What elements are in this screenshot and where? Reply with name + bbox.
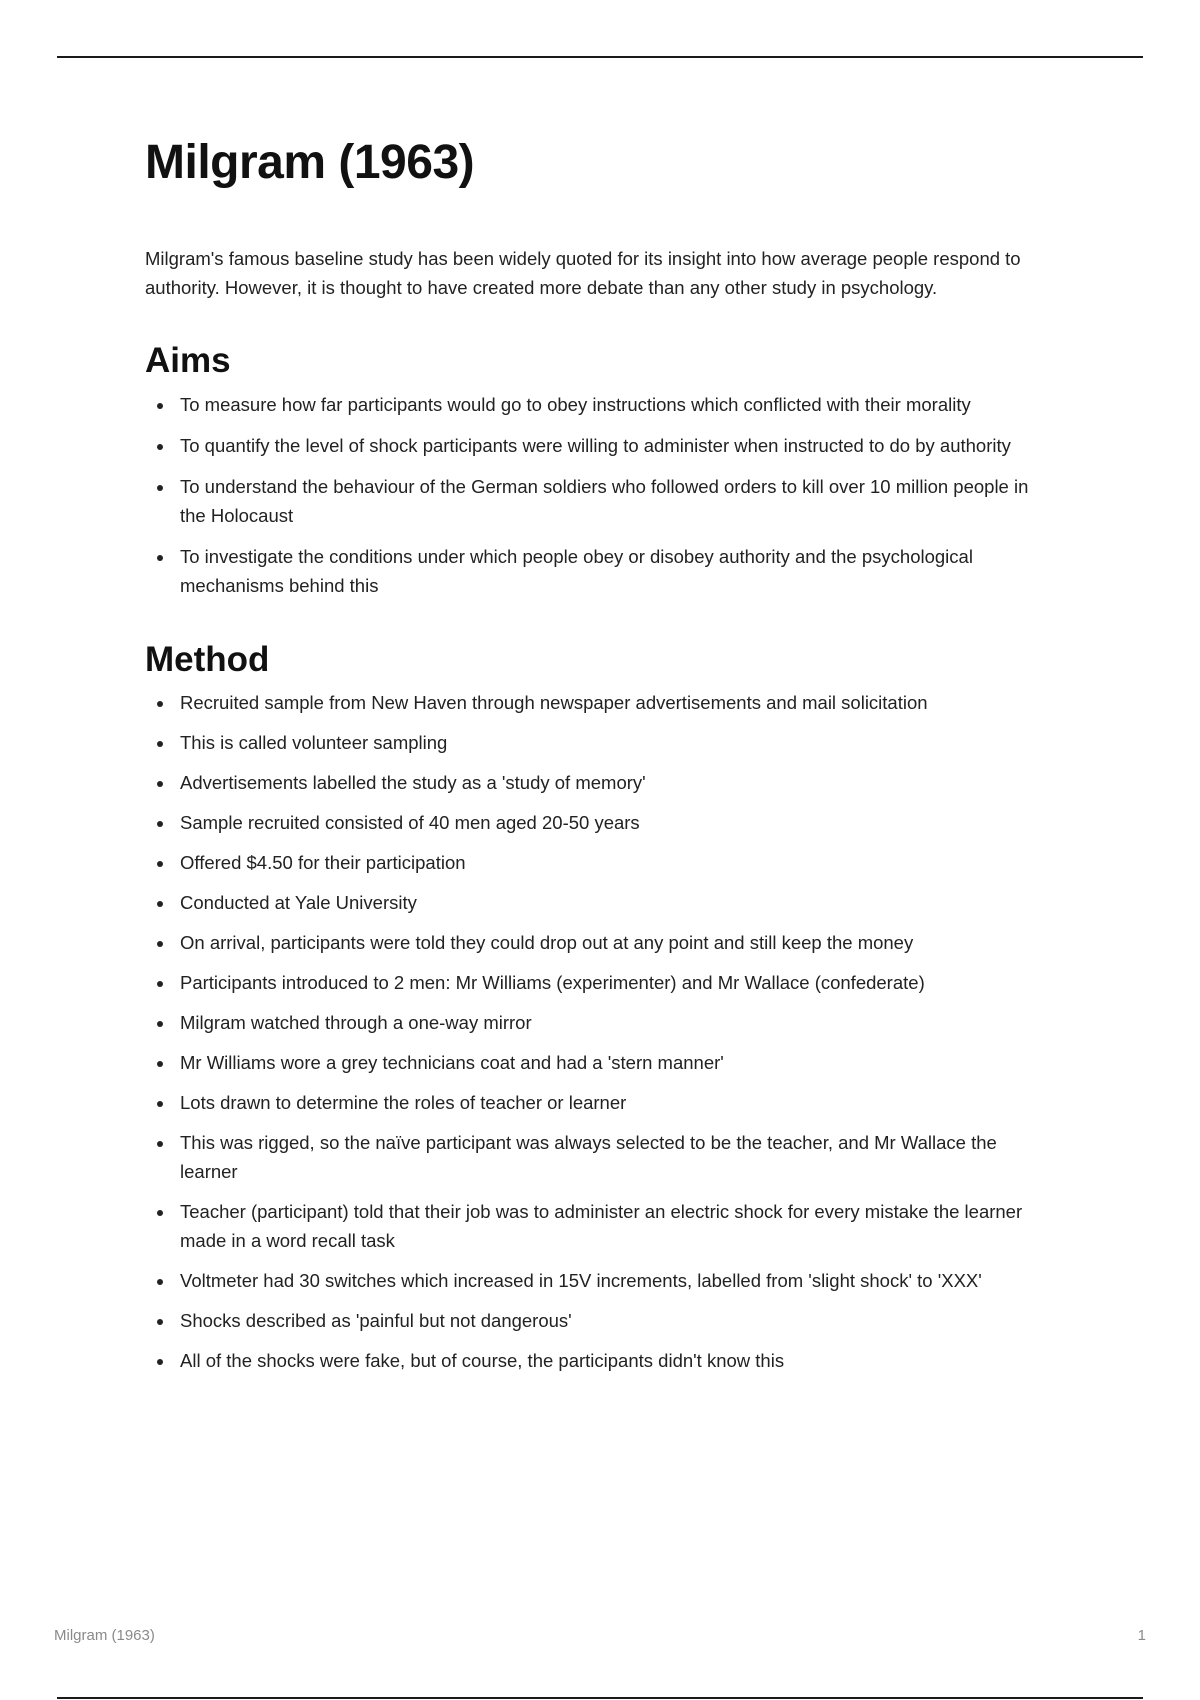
list-item: To quantify the level of shock participants were willing to administer when instructed to do by authority [145,431,1045,460]
list-item: Voltmeter had 30 switches which increased in 15V increments, labelled from 'slight shock' to 'XXX' [145,1266,1045,1295]
aims-heading: Aims [145,340,231,380]
footer-title: Milgram (1963) [54,1627,155,1644]
list-item: Advertisements labelled the study as a 'study of memory' [145,768,1045,797]
document-body [145,134,1045,1386]
list-item: To understand the behaviour of the German soldiers who followed orders to kill over 10 million people in the Holocaust [145,472,1045,530]
top-rule [57,56,1143,58]
list-item: Sample recruited consisted of 40 men aged 20-50 years [145,808,1045,837]
list-item: Recruited sample from New Haven through newspaper advertisements and mail solicitation [145,688,1045,717]
list-item: Conducted at Yale University [145,888,1045,917]
list-item: Offered $4.50 for their participation [145,848,1045,877]
list-item: Shocks described as 'painful but not dangerous' [145,1306,1045,1335]
list-item: Lots drawn to determine the roles of teacher or learner [145,1088,1045,1117]
list-item: Teacher (participant) told that their job was to administer an electric shock for every mistake the learner made in a word recall task [145,1197,1045,1255]
list-item: Mr Williams wore a grey technicians coat and had a 'stern manner' [145,1048,1045,1077]
page-number: 1 [1137,1627,1146,1644]
method-list [145,688,1045,1375]
intro-paragraph: Milgram's famous baseline study has been widely quoted for its insight into how average people respond to authority. However, it is thought to have created more debate than any other study in psychology. [145,247,1021,298]
list-item: All of the shocks were fake, but of course, the participants didn't know this [145,1346,1045,1375]
method-heading: Method [145,639,270,679]
list-item: Milgram watched through a one-way mirror [145,1008,1045,1037]
aims-list [145,390,1045,600]
list-item: Participants introduced to 2 men: Mr Williams (experimenter) and Mr Wallace (confederate) [145,968,1045,997]
page-title: Milgram (1963) [145,136,475,189]
list-item: To measure how far participants would go to obey instructions which conflicted with their morality [145,390,1045,419]
list-item: This is called volunteer sampling [145,728,1045,757]
list-item: On arrival, participants were told they could drop out at any point and still keep the money [145,928,1045,957]
list-item: To investigate the conditions under which people obey or disobey authority and the psychological mechanisms behind this [145,542,1045,600]
bottom-rule [57,1697,1143,1699]
list-item: This was rigged, so the naïve participant was always selected to be the teacher, and Mr Wallace the learner [145,1128,1045,1186]
